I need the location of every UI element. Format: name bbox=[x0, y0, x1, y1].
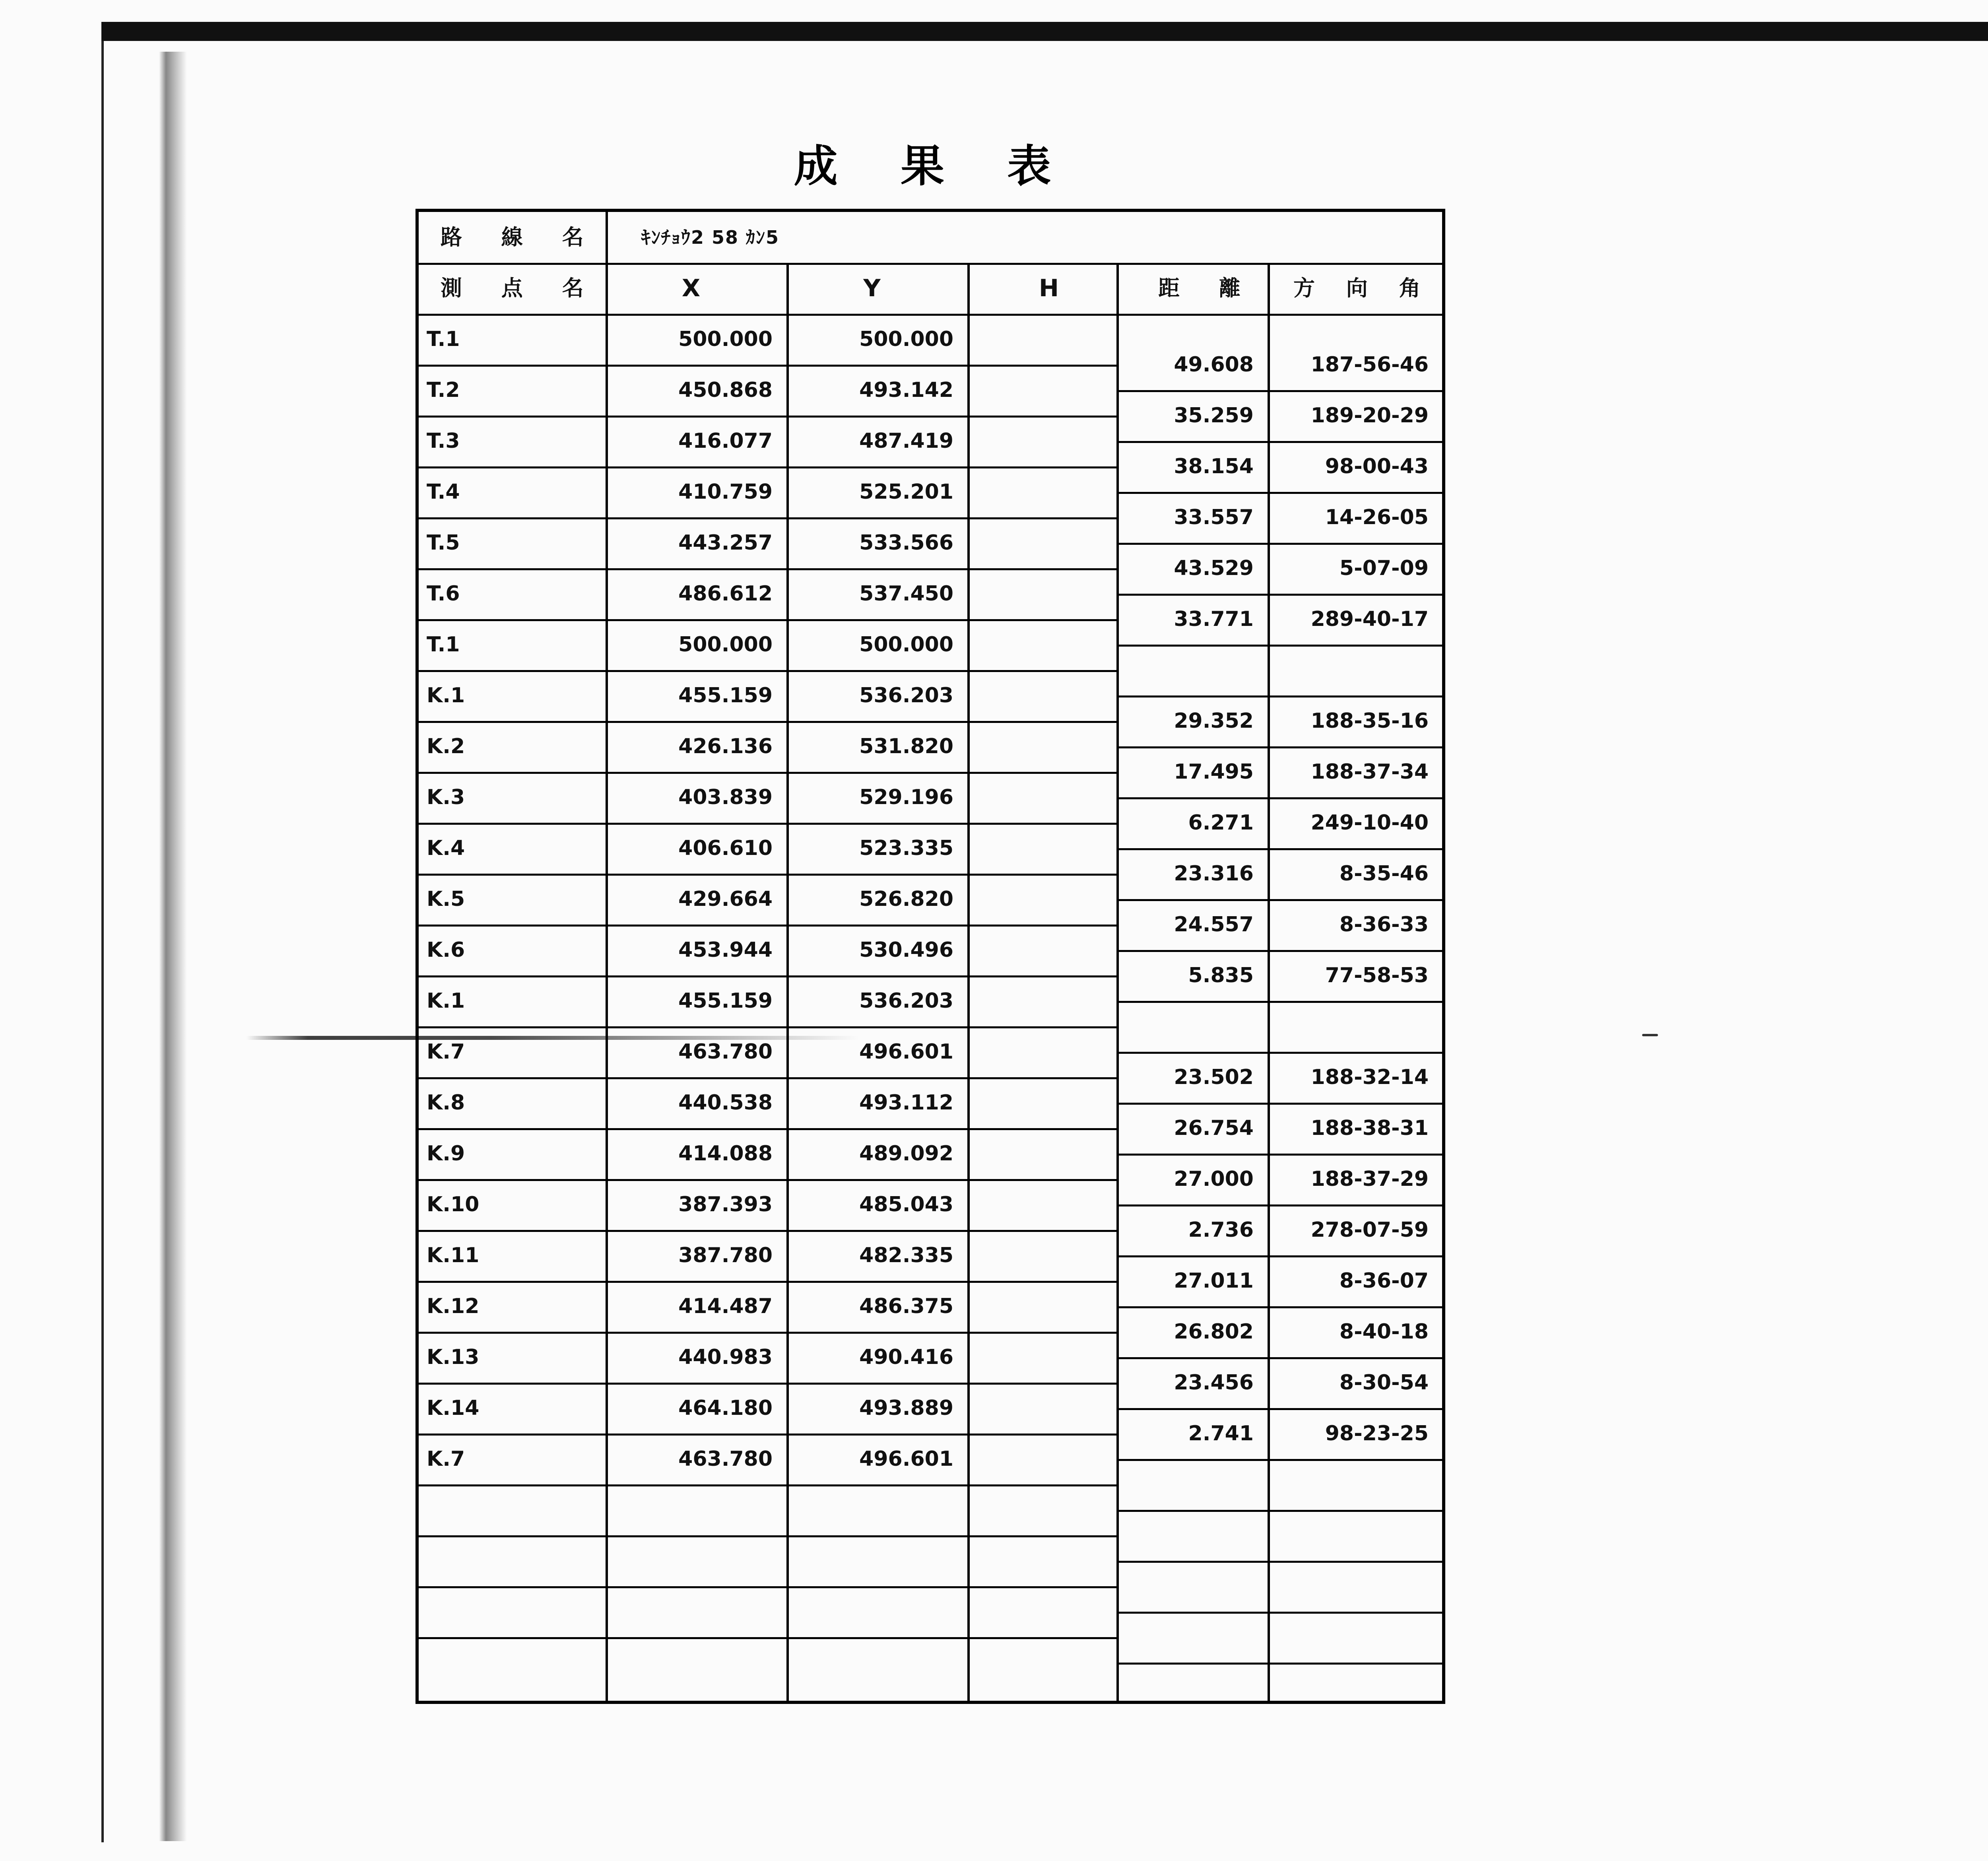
grid-line bbox=[1116, 1510, 1442, 1512]
point-name: K.10 bbox=[427, 1193, 480, 1216]
point-y: 536.203 bbox=[859, 684, 953, 707]
page-title: 成 果 表 bbox=[794, 140, 1075, 192]
leg-distance bbox=[1118, 645, 1254, 695]
point-x: 453.944 bbox=[678, 938, 773, 962]
point-x: 414.487 bbox=[678, 1294, 773, 1318]
leg-azimuth: 188-32-14 bbox=[1310, 1065, 1429, 1089]
point-name: K.1 bbox=[427, 684, 465, 707]
point-y: 536.203 bbox=[859, 989, 953, 1013]
header-azimuth: 方 向 角 bbox=[1293, 276, 1433, 301]
grid-line bbox=[1116, 1612, 1442, 1614]
grid-line bbox=[1116, 1561, 1442, 1563]
point-name: K.3 bbox=[427, 785, 465, 809]
leg-azimuth bbox=[1270, 1001, 1429, 1052]
header-point-name: 測 点 名 bbox=[441, 276, 600, 301]
leg-azimuth: 8-30-54 bbox=[1339, 1371, 1429, 1395]
leg-distance: 23.316 bbox=[1174, 862, 1254, 886]
header-distance: 距 離 bbox=[1158, 276, 1256, 301]
scan-left-edge bbox=[101, 41, 104, 1842]
leg-azimuth: 98-00-43 bbox=[1325, 455, 1429, 478]
leg-azimuth: 249-10-40 bbox=[1310, 811, 1429, 835]
leg-distance: 43.529 bbox=[1174, 556, 1254, 580]
point-name: T.3 bbox=[427, 429, 460, 453]
leg-distance: 26.802 bbox=[1174, 1320, 1254, 1344]
point-name: K.4 bbox=[427, 836, 465, 860]
leg-distance: 49.608 bbox=[1174, 353, 1254, 377]
grid-line bbox=[1116, 1663, 1442, 1665]
leg-distance: 23.456 bbox=[1174, 1371, 1254, 1395]
point-x: 455.159 bbox=[678, 989, 773, 1013]
point-x: 443.257 bbox=[678, 531, 773, 555]
point-x: 403.839 bbox=[678, 785, 773, 809]
leg-distance: 33.771 bbox=[1174, 607, 1254, 631]
point-name: K.13 bbox=[427, 1345, 480, 1369]
point-y: 487.419 bbox=[859, 429, 953, 453]
point-name: T.5 bbox=[427, 531, 460, 555]
point-x: 463.780 bbox=[678, 1447, 773, 1471]
leg-azimuth: 289-40-17 bbox=[1310, 607, 1429, 631]
grid-line bbox=[419, 1637, 1116, 1639]
leg-azimuth: 14-26-05 bbox=[1325, 505, 1429, 529]
leg-azimuth: 188-38-31 bbox=[1310, 1116, 1429, 1140]
point-name: K.9 bbox=[427, 1142, 465, 1166]
point-y: 533.566 bbox=[859, 531, 953, 555]
leg-distance: 27.000 bbox=[1174, 1167, 1254, 1191]
point-x: 500.000 bbox=[678, 327, 773, 351]
leg-distance: 35.259 bbox=[1174, 404, 1254, 427]
leg-distance: 26.754 bbox=[1174, 1116, 1254, 1140]
header-h: H bbox=[1039, 274, 1059, 302]
leg-distance: 5.835 bbox=[1188, 964, 1254, 987]
binding-shadow bbox=[159, 52, 187, 1841]
point-name: K.6 bbox=[427, 938, 465, 962]
leg-distance bbox=[1118, 1001, 1254, 1052]
point-name: T.4 bbox=[427, 480, 460, 504]
scan-top-edge bbox=[101, 22, 1988, 41]
point-x: 450.868 bbox=[678, 378, 773, 402]
leg-azimuth: 5-07-09 bbox=[1339, 556, 1429, 580]
point-y: 489.092 bbox=[859, 1142, 953, 1166]
point-name: K.5 bbox=[427, 887, 465, 911]
point-y: 537.450 bbox=[859, 582, 953, 606]
point-name: T.2 bbox=[427, 378, 460, 402]
point-y: 526.820 bbox=[859, 887, 953, 911]
grid-line bbox=[1116, 1459, 1442, 1461]
scan-speck bbox=[1642, 1034, 1658, 1036]
point-y: 496.601 bbox=[859, 1040, 953, 1064]
leg-azimuth: 8-36-33 bbox=[1339, 913, 1429, 936]
point-x: 455.159 bbox=[678, 684, 773, 707]
point-name: K.2 bbox=[427, 734, 465, 758]
point-y: 493.112 bbox=[859, 1091, 953, 1115]
header-x: X bbox=[681, 274, 701, 302]
grid-line bbox=[419, 1535, 1116, 1537]
leg-distance: 33.557 bbox=[1174, 505, 1254, 529]
route-name: ｷﾝﾁｮｳ2 58 ｶﾝ5 bbox=[641, 227, 780, 248]
leg-azimuth: 188-35-16 bbox=[1310, 709, 1429, 733]
point-y: 482.335 bbox=[859, 1243, 953, 1267]
point-x: 416.077 bbox=[678, 429, 773, 453]
point-name: K.1 bbox=[427, 989, 465, 1013]
point-y: 500.000 bbox=[859, 327, 953, 351]
leg-azimuth: 77-58-53 bbox=[1325, 964, 1429, 987]
point-y: 525.201 bbox=[859, 480, 953, 504]
point-x: 463.780 bbox=[678, 1040, 773, 1064]
point-y: 530.496 bbox=[859, 938, 953, 962]
leg-distance: 2.736 bbox=[1188, 1218, 1254, 1242]
point-x: 387.780 bbox=[678, 1243, 773, 1267]
header-y: Y bbox=[863, 274, 881, 302]
point-x: 414.088 bbox=[678, 1142, 773, 1166]
leg-azimuth: 8-40-18 bbox=[1339, 1320, 1429, 1344]
point-name: K.14 bbox=[427, 1396, 480, 1420]
point-x: 429.664 bbox=[678, 887, 773, 911]
leg-distance: 17.495 bbox=[1174, 760, 1254, 784]
point-y: 523.335 bbox=[859, 836, 953, 860]
leg-distance: 2.741 bbox=[1188, 1422, 1254, 1445]
point-y: 531.820 bbox=[859, 734, 953, 758]
point-y: 493.889 bbox=[859, 1396, 953, 1420]
point-name: K.7 bbox=[427, 1447, 465, 1471]
point-name: K.12 bbox=[427, 1294, 480, 1318]
results-table bbox=[415, 209, 1445, 1704]
point-y: 493.142 bbox=[859, 378, 953, 402]
leg-azimuth bbox=[1270, 645, 1429, 695]
point-x: 500.000 bbox=[678, 633, 773, 657]
point-name: K.11 bbox=[427, 1243, 480, 1267]
point-y: 490.416 bbox=[859, 1345, 953, 1369]
point-y: 485.043 bbox=[859, 1193, 953, 1216]
leg-distance: 38.154 bbox=[1174, 455, 1254, 478]
leg-distance: 24.557 bbox=[1174, 913, 1254, 936]
point-x: 440.538 bbox=[678, 1091, 773, 1115]
point-y: 496.601 bbox=[859, 1447, 953, 1471]
point-y: 529.196 bbox=[859, 785, 953, 809]
leg-azimuth: 8-36-07 bbox=[1339, 1269, 1429, 1293]
grid-line bbox=[419, 1484, 1116, 1486]
point-name: K.8 bbox=[427, 1091, 465, 1115]
point-x: 440.983 bbox=[678, 1345, 773, 1369]
point-name: T.6 bbox=[427, 582, 460, 606]
point-x: 426.136 bbox=[678, 734, 773, 758]
leg-distance: 29.352 bbox=[1174, 709, 1254, 733]
leg-distance: 27.011 bbox=[1174, 1269, 1254, 1293]
point-name: T.1 bbox=[427, 633, 460, 657]
leg-distance: 23.502 bbox=[1174, 1065, 1254, 1089]
point-x: 464.180 bbox=[678, 1396, 773, 1420]
point-x: 387.393 bbox=[678, 1193, 773, 1216]
grid-line bbox=[419, 1586, 1116, 1588]
point-name: T.1 bbox=[427, 327, 460, 351]
point-name: K.7 bbox=[427, 1040, 465, 1064]
leg-azimuth: 8-35-46 bbox=[1339, 862, 1429, 886]
route-label: 路 線 名 bbox=[441, 225, 600, 250]
leg-azimuth: 187-56-46 bbox=[1310, 353, 1429, 377]
point-x: 486.612 bbox=[678, 582, 773, 606]
leg-azimuth: 189-20-29 bbox=[1310, 404, 1429, 427]
point-y: 500.000 bbox=[859, 633, 953, 657]
point-y: 486.375 bbox=[859, 1294, 953, 1318]
leg-azimuth: 98-23-25 bbox=[1325, 1422, 1429, 1445]
leg-azimuth: 278-07-59 bbox=[1310, 1218, 1429, 1242]
point-x: 406.610 bbox=[678, 836, 773, 860]
point-x: 410.759 bbox=[678, 480, 773, 504]
leg-azimuth: 188-37-34 bbox=[1310, 760, 1429, 784]
leg-distance: 6.271 bbox=[1188, 811, 1254, 835]
leg-azimuth: 188-37-29 bbox=[1310, 1167, 1429, 1191]
